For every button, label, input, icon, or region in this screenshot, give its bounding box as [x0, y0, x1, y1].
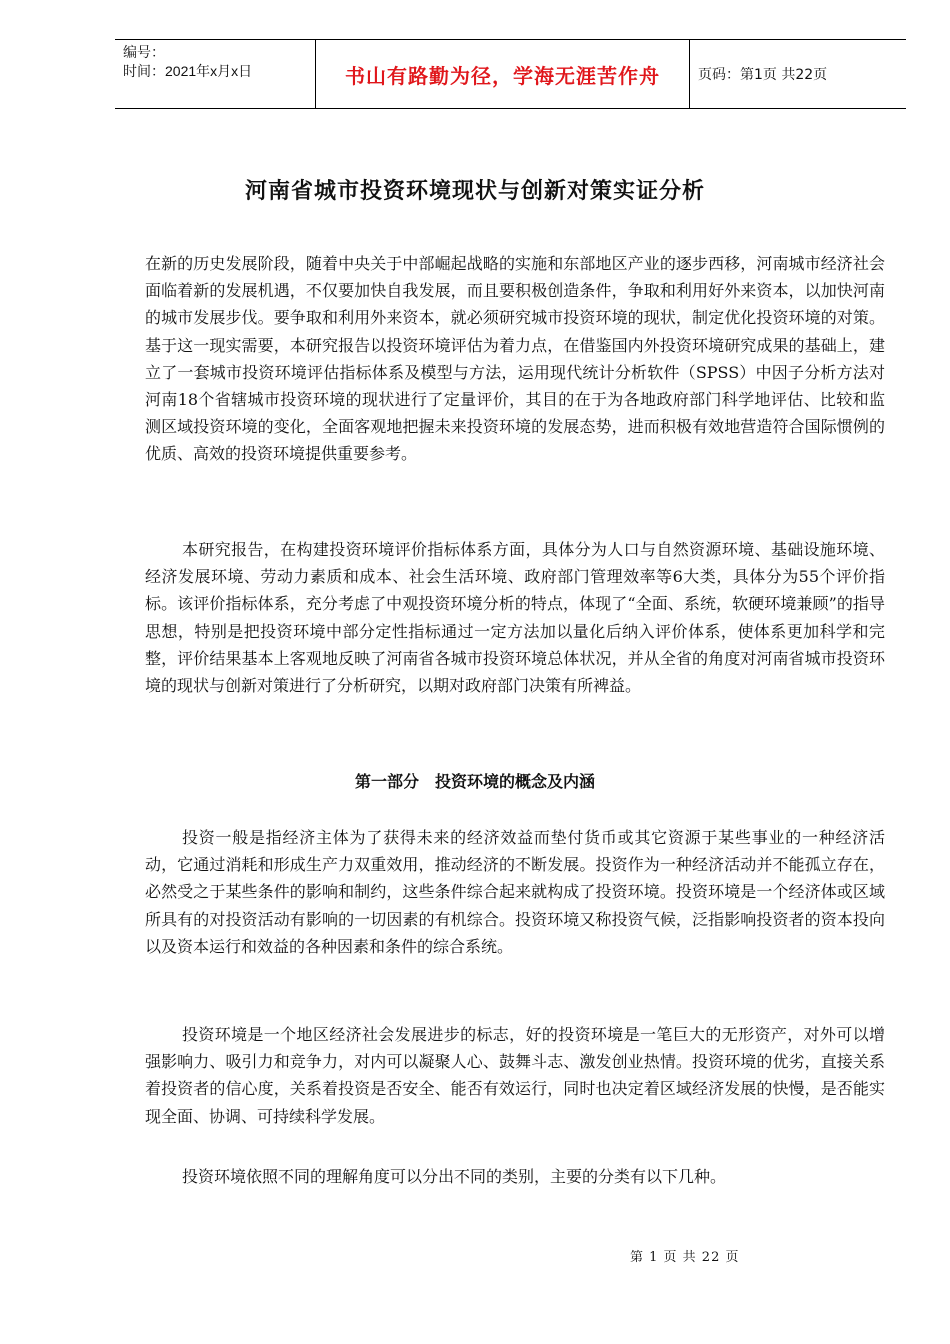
paragraph-significance: 投资环境是一个地区经济社会发展进步的标志，好的投资环境是一笔巨大的无形资产，对外可以增强影响力、吸引力和竞争力，对内可以凝聚人心、鼓舞斗志、激发创业热情。投资环境的优劣，直接关系着投资者的信心度，关系着投资是否安全、能否有效运行，同时也决定着区域经济发展的快慢，是否能实现全面、协调、可持续科学发展。	[145, 1025, 885, 1126]
header-meta-cell	[115, 40, 316, 108]
paragraph-framework: 本研究报告，在构建投资环境评价指标体系方面，具体分为人口与自然资源环境、基础设施环境、经济发展环境、劳动力素质和成本、社会生活环境、政府部门管理效率等6大类，具体分为55个评价指标。该评价指标体系，充分考虑了中观投资环境分析的特点，体现了“全面、系统，软硬环境兼顾”的指导思想，特别是把投资环境中部分定性指标通过一定方法加以量化后纳入评价体系，使体系更加科学和完整，评价结果基本上客观地反映了河南省各城市投资环境总体状况，并从全省的角度对河南省城市投资环境的现状与创新对策进行了分析研究，以期对政府部门决策有所裨益。	[145, 540, 885, 696]
document-time-label: 时间：2021年x月x日	[123, 63, 253, 79]
page-header	[115, 39, 906, 109]
paragraph-intro: 在新的历史发展阶段，随着中央关于中部崛起战略的实施和东部地区产业的逐步西移，河南城市经济社会面临着新的发展机遇，不仅要加快自我发展，而且要积极创造条件，争取和利用好外来资本，以加快河南的城市发展步伐。要争取和利用外来资本，就必须研究城市投资环境的现状，制定优化投资环境的对策。基于这一现实需要，本研究报告以投资环境评估为着力点，在借鉴国内外投资环境研究成果的基础上，建立了一套城市投资环境评估指标体系及模型与方法，运用现代统计分析软件（SPSS）中因子分析方法对河南18个省辖城市投资环境的现状进行了定量评价，其目的在于为各地政府部门科学地评估、比较和监测区域投资环境的变化，全面客观地把握未来投资环境的发展态势，进而积极有效地营造符合国际惯例的优质、高效的投资环境提供重要参考。	[145, 254, 885, 464]
document-number-label: 编号：	[123, 44, 165, 60]
paragraph-classification: 投资环境依照不同的理解角度可以分出不同的类别，主要的分类有以下几种。	[182, 1167, 727, 1186]
header-page-info: 页码：第1页 共22页	[698, 67, 828, 83]
paragraph-definition: 投资一般是指经济主体为了获得未来的经济效益而垫付货币或其它资源于某些事业的一种经济活动，它通过消耗和形成生产力双重效用，推动经济的不断发展。投资作为一种经济活动并不能孤立存在，必然受之于某些条件的影响和制约，这些条件综合起来就构成了投资环境。投资环境是一个经济体或区域所具有的对投资活动有影响的一切因素的有机综合。投资环境又称投资气候，泛指影响投资者的资本投向以及资本运行和效益的各种因素和条件的综合系统。	[145, 828, 885, 956]
section-heading: 第一部分 投资环境的概念及内涵	[354, 772, 595, 791]
header-motto: 书山有路勤为径，学海无涯苦作舟	[316, 40, 690, 108]
document-title: 河南省城市投资环境现状与创新对策实证分析	[244, 179, 705, 204]
page-footer: 第 1 页 共 22 页	[630, 1250, 740, 1265]
